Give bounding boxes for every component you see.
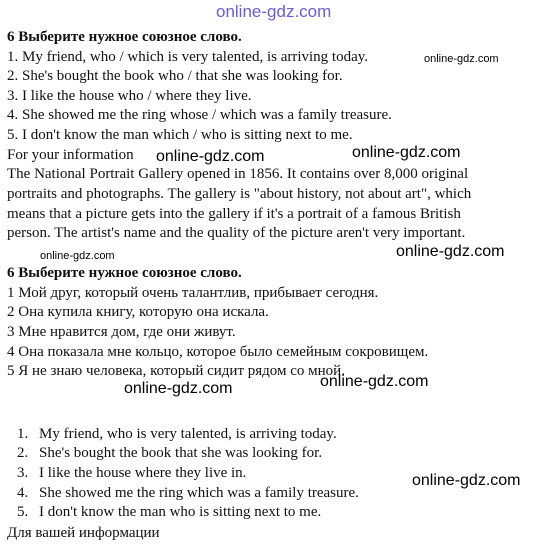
answer-item	[17, 444, 322, 462]
answer-number: 2.	[17, 445, 29, 461]
watermark: online-gdz.com	[396, 243, 505, 260]
translation-line: 2 Она купила книгу, которую она искала.	[7, 304, 269, 320]
answer-number: 3.	[17, 465, 29, 481]
info-footer-heading: Для вашей информации	[7, 525, 160, 541]
answer-text: I don't know the man who is sitting next to me.	[39, 504, 322, 520]
info-text-line: means that a picture gets into the gallery if it's a portrait of a famous British	[7, 206, 461, 222]
answer-item	[17, 484, 359, 502]
answer-text: She showed me the ring which was a family treasure.	[39, 485, 359, 501]
translation-line: 5 Я не знаю человека, который сидит рядом со мной.	[7, 363, 345, 379]
translation-line: 3 Мне нравится дом, где они живут.	[7, 324, 236, 340]
info-text-line: person. The artist's name and the quality of the picture aren't very important.	[7, 225, 466, 241]
answer-item	[17, 503, 321, 521]
exercise-line: 1. My friend, who / which is very talented, is arriving today.	[7, 49, 369, 65]
exercise-line: 2. She's bought the book who / that she was looking for.	[7, 68, 343, 84]
watermark: online-gdz.com	[216, 2, 332, 21]
watermark: online-gdz.com	[40, 250, 115, 262]
info-text-line: portraits and photographs. The gallery is "about history, not about art", which	[7, 186, 472, 202]
translation-line: 4 Она показала мне кольцо, которое было семейным сокровищем.	[7, 344, 429, 360]
exercise-line: 3. I like the house who / where they live.	[7, 88, 252, 104]
watermark: online-gdz.com	[352, 144, 461, 161]
exercise-line: 5. I don't know the man which / who is sitting next to me.	[7, 127, 353, 143]
watermark: online-gdz.com	[320, 373, 429, 390]
watermark: online-gdz.com	[412, 472, 521, 489]
info-heading: For your information	[7, 147, 134, 163]
exercise-heading-ru: 6 Выберите нужное союзное слово.	[7, 265, 242, 281]
answer-item	[17, 425, 337, 443]
answer-text: I like the house where they live in.	[39, 465, 247, 481]
watermark: online-gdz.com	[124, 380, 233, 397]
exercise-line: 4. She showed me the ring whose / which was a family treasure.	[7, 107, 392, 123]
answer-text: She's bought the book that she was looking for.	[39, 445, 323, 461]
answer-number: 1.	[17, 426, 29, 442]
watermark: online-gdz.com	[424, 53, 499, 65]
answer-text: My friend, who is very talented, is arriving today.	[39, 426, 337, 442]
answer-number: 5.	[17, 504, 29, 520]
info-text-line: The National Portrait Gallery opened in 1856. It contains over 8,000 original	[7, 166, 469, 182]
exercise-heading: 6 Выберите нужное союзное слово.	[7, 29, 242, 45]
translation-line: 1 Мой друг, который очень талантлив, прибывает сегодня.	[7, 285, 379, 301]
watermark: online-gdz.com	[156, 148, 265, 165]
answer-item	[17, 464, 246, 482]
answer-number: 4.	[17, 485, 29, 501]
